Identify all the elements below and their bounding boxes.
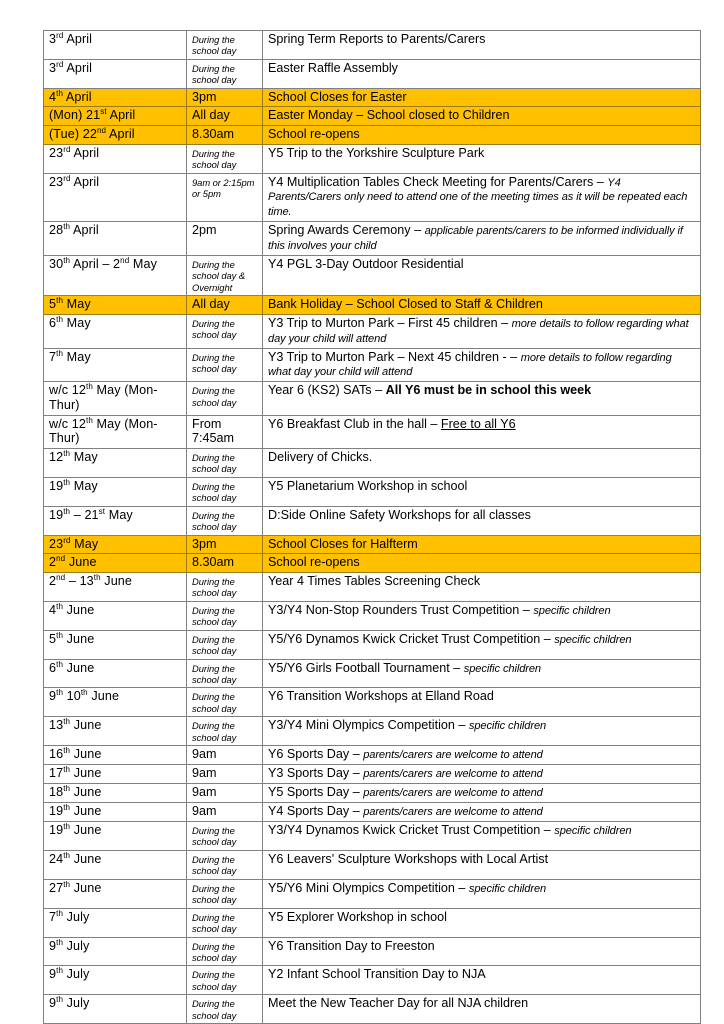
table-row	[44, 802, 701, 821]
date-number: 2	[49, 555, 57, 570]
event-note-italic: specific children	[468, 882, 547, 895]
table-row	[44, 746, 701, 765]
date-ordinal-suffix: th	[63, 255, 71, 265]
date-ordinal-suffix-2: th	[93, 572, 101, 582]
cell-date	[44, 59, 187, 88]
date-month: June	[70, 851, 102, 866]
cell-time: 3pm	[187, 88, 263, 107]
date-number: 19	[49, 803, 64, 818]
cell-event	[263, 222, 701, 256]
date-ordinal-suffix: th	[63, 448, 71, 458]
cell-event: Y6 Transition Day to Freeston	[263, 937, 701, 966]
table-row	[44, 348, 701, 382]
date-month: June	[63, 631, 95, 646]
cell-date	[44, 688, 187, 717]
cell-time: During the school day	[187, 821, 263, 850]
cell-event	[263, 821, 701, 850]
date-month: June	[70, 822, 102, 837]
table-row	[44, 784, 701, 803]
event-text: Y3 Trip to Murton Park – First 45 children –	[268, 315, 512, 330]
cell-date	[44, 173, 187, 222]
date-ordinal-suffix: th	[63, 746, 71, 756]
date-month: May	[70, 536, 99, 551]
date-ordinal-suffix: th	[63, 802, 71, 812]
cell-event	[263, 382, 701, 415]
date-ordinal-suffix: th	[63, 717, 71, 727]
table-row	[44, 59, 701, 88]
cell-date	[44, 784, 187, 803]
date-ordinal-suffix: th	[63, 850, 71, 860]
event-note-italic: specific children	[554, 633, 632, 646]
date-number: 9	[49, 967, 57, 982]
cell-date	[44, 88, 187, 107]
cell-time: During the school day	[187, 314, 263, 348]
date-ordinal-suffix: rd	[63, 173, 71, 183]
event-text: Y5/Y6 Mini Olympics Competition –	[268, 880, 469, 895]
date-month: – 13	[65, 573, 94, 588]
date-month: July	[63, 909, 90, 924]
cell-event	[263, 659, 701, 688]
date-number: 23	[49, 536, 64, 551]
cell-date	[44, 717, 187, 746]
date-month: June	[70, 880, 102, 895]
event-text: Y3 Sports Day –	[268, 766, 364, 781]
cell-date	[44, 802, 187, 821]
cell-time: 9am	[187, 765, 263, 784]
table-row	[44, 630, 701, 659]
date-ordinal-suffix: nd	[56, 553, 66, 563]
date-month-2: May	[129, 256, 158, 271]
table-row	[44, 937, 701, 966]
table-row	[44, 717, 701, 746]
cell-time: 9am	[187, 784, 263, 803]
cell-event: Y6 Leavers' Sculpture Workshops with Local Artist	[263, 850, 701, 879]
cell-date	[44, 31, 187, 60]
cell-date	[44, 107, 187, 126]
date-number: 6	[49, 315, 57, 330]
cell-time: During the school day	[187, 879, 263, 908]
event-text: Y6 Breakfast Club in the hall –	[268, 416, 441, 431]
cell-time: During the school day	[187, 506, 263, 535]
date-month: April	[63, 89, 92, 104]
cell-date	[44, 554, 187, 573]
cell-event: Bank Holiday – School Closed to Staff & Children	[263, 296, 701, 315]
cell-time: 8.30am	[187, 126, 263, 145]
date-month: May (Mon-Thur)	[49, 416, 158, 446]
cell-time: During the school day	[187, 995, 263, 1024]
cell-event: School Closes for Halfterm	[263, 535, 701, 554]
cell-time: All day	[187, 107, 263, 126]
date-number: 9	[49, 996, 57, 1011]
date-ordinal-suffix: th	[63, 506, 71, 516]
date-ordinal-suffix: nd	[96, 125, 107, 135]
table-row	[44, 314, 701, 348]
cell-time: During the school day	[187, 31, 263, 60]
cell-event	[263, 348, 701, 382]
event-note-italic: parents/carers are welcome to attend	[363, 749, 543, 762]
school-calendar-table	[43, 30, 701, 1024]
date-ordinal-suffix: th	[56, 908, 64, 918]
cell-date	[44, 382, 187, 415]
date-ordinal-suffix: th	[56, 601, 64, 611]
cell-time: During the school day	[187, 630, 263, 659]
date-ordinal-suffix: rd	[63, 144, 71, 154]
date-month: April	[63, 60, 93, 75]
date-month: June	[63, 660, 95, 675]
date-month: April	[70, 223, 99, 238]
event-note-bold: All Y6 must be in school this week	[385, 383, 592, 398]
date-ordinal-suffix: rd	[63, 535, 71, 545]
date-month: April	[70, 145, 100, 160]
event-note-italic: more details to follow regarding what day your child will attend	[268, 317, 689, 345]
cell-time: During the school day	[187, 572, 263, 601]
cell-time: 9am or 2:15pm or 5pm	[187, 173, 263, 222]
cell-date	[44, 746, 187, 765]
cell-event: Y5 Explorer Workshop in school	[263, 908, 701, 937]
event-text: Year 6 (KS2) SATs –	[268, 383, 386, 398]
date-ordinal-suffix: th	[56, 630, 64, 640]
event-note-italic: more details to follow regarding what day your child will attend	[268, 351, 672, 379]
date-number: 3	[49, 32, 57, 46]
cell-date	[44, 995, 187, 1024]
event-note-italic: specific children	[468, 720, 547, 733]
cell-date	[44, 477, 187, 506]
date-ordinal-suffix: th	[63, 821, 71, 831]
cell-date	[44, 506, 187, 535]
date-number: 24	[49, 851, 64, 866]
date-ordinal-suffix: rd	[56, 30, 64, 40]
cell-date	[44, 222, 187, 256]
date-number: 28	[49, 223, 64, 238]
table-row	[44, 255, 701, 295]
date-ordinal-suffix: th	[86, 382, 93, 392]
date-month: May	[63, 297, 91, 312]
date-month: April	[106, 108, 136, 123]
cell-time: 3pm	[187, 535, 263, 554]
cell-event: Y6 Transition Workshops at Elland Road	[263, 688, 701, 717]
date-ordinal-suffix: th	[56, 937, 64, 947]
cell-date	[44, 908, 187, 937]
cell-date	[44, 296, 187, 315]
date-number: 17	[49, 766, 64, 781]
event-text: Y3/Y4 Dynamos Kwick Cricket Trust Competition –	[268, 822, 555, 837]
cell-time: During the school day	[187, 348, 263, 382]
cell-event: Delivery of Chicks.	[263, 448, 701, 477]
table-row	[44, 415, 701, 448]
cell-event	[263, 879, 701, 908]
table-row	[44, 966, 701, 995]
cell-date	[44, 630, 187, 659]
cell-time: During the school day	[187, 59, 263, 88]
table-row	[44, 31, 701, 60]
date-month: July	[63, 967, 90, 982]
cell-event: Y5 Trip to the Yorkshire Sculpture Park	[263, 144, 701, 173]
date-month: April	[63, 32, 93, 46]
date-ordinal-suffix: th	[63, 477, 71, 487]
cell-event: Y5 Planetarium Workshop in school	[263, 477, 701, 506]
cell-event: School re-opens	[263, 554, 701, 573]
date-ordinal-suffix: th	[63, 765, 71, 774]
event-text: Spring Awards Ceremony –	[268, 223, 425, 238]
table-row	[44, 506, 701, 535]
cell-event: School re-opens	[263, 126, 701, 145]
event-note-italic: parents/carers are welcome to attend	[363, 768, 543, 781]
date-number: 7	[49, 909, 57, 924]
date-month: – 21	[70, 507, 99, 522]
table-row	[44, 222, 701, 256]
event-text: Y3/Y4 Non-Stop Rounders Trust Competition –	[268, 602, 534, 617]
cell-date	[44, 415, 187, 448]
cell-date	[44, 879, 187, 908]
cell-event: Easter Monday – School closed to Children	[263, 107, 701, 126]
event-note-italic: specific children	[463, 662, 542, 675]
cell-date	[44, 937, 187, 966]
date-month: May	[63, 315, 91, 330]
cell-event	[263, 173, 701, 222]
cell-time: All day	[187, 296, 263, 315]
cell-date	[44, 144, 187, 173]
date-number: 9	[49, 938, 57, 953]
date-number: 23	[49, 174, 64, 189]
cell-event	[263, 415, 701, 448]
date-number: 4	[49, 602, 57, 617]
date-month: 10	[63, 689, 81, 704]
cell-event	[263, 746, 701, 765]
event-note-italic: specific children	[554, 824, 632, 837]
table-row	[44, 908, 701, 937]
table-row	[44, 879, 701, 908]
cell-date	[44, 314, 187, 348]
cell-date	[44, 821, 187, 850]
date-ordinal-suffix: th	[56, 296, 64, 306]
cell-date	[44, 255, 187, 295]
date-number: (Mon) 21	[49, 108, 101, 123]
cell-time: During the school day	[187, 937, 263, 966]
cell-event: Spring Term Reports to Parents/Carers	[263, 31, 701, 60]
date-number: 23	[49, 145, 64, 160]
table-row	[44, 688, 701, 717]
date-month: June	[70, 803, 102, 818]
table-row	[44, 448, 701, 477]
table-row	[44, 382, 701, 415]
cell-date	[44, 448, 187, 477]
event-note-italic: applicable parents/carers to be informed individually if this involves your child	[268, 225, 683, 253]
date-number: 19	[49, 478, 64, 493]
table-row	[44, 107, 701, 126]
cell-time: From 7:45am	[187, 415, 263, 448]
date-ordinal-suffix: th	[56, 966, 64, 976]
date-ordinal-suffix: th	[56, 688, 64, 698]
date-number: 19	[49, 507, 64, 522]
date-month: June	[70, 766, 102, 781]
table-row	[44, 601, 701, 630]
date-ordinal-suffix: th	[63, 879, 71, 889]
date-month: June	[70, 785, 102, 800]
table-row	[44, 88, 701, 107]
date-month-2: June	[100, 573, 133, 588]
table-row	[44, 173, 701, 222]
table-row	[44, 126, 701, 145]
event-note-italic: parents/carers are welcome to attend	[363, 805, 543, 818]
date-ordinal-suffix: th	[56, 88, 64, 98]
date-ordinal-suffix-2: st	[98, 506, 106, 516]
cell-time: During the school day	[187, 659, 263, 688]
event-note-italic: Y4 Parents/Carers only need to attend one of the meeting times as it will be repeated each time.	[268, 176, 688, 219]
event-text: Y3/Y4 Mini Olympics Competition –	[268, 718, 469, 733]
event-text: Y3 Trip to Murton Park – Next 45 children - –	[268, 349, 521, 364]
event-text: Y4 Sports Day –	[268, 803, 364, 818]
date-number: 5	[49, 297, 57, 312]
event-text: Y5/Y6 Dynamos Kwick Cricket Trust Competition –	[268, 631, 555, 646]
cell-event: Year 4 Times Tables Screening Check	[263, 572, 701, 601]
date-number: 9	[49, 689, 57, 704]
cell-date	[44, 572, 187, 601]
date-number: 18	[49, 785, 64, 800]
date-month: July	[63, 996, 90, 1011]
cell-time: 9am	[187, 746, 263, 765]
date-number: 6	[49, 660, 57, 675]
date-month-2: June	[87, 689, 120, 704]
date-ordinal-suffix: th	[63, 783, 71, 793]
date-number: 4	[49, 89, 57, 104]
date-ordinal-suffix: st	[100, 107, 107, 117]
date-number: 13	[49, 718, 64, 733]
cell-event	[263, 314, 701, 348]
event-text: Y6 Sports Day –	[268, 747, 364, 762]
date-ordinal-suffix: th	[56, 995, 64, 1005]
date-month: May	[63, 349, 91, 364]
cell-time: 8.30am	[187, 554, 263, 573]
cell-time: During the school day	[187, 850, 263, 879]
cell-date	[44, 126, 187, 145]
cell-event	[263, 765, 701, 784]
cell-time: During the school day & Overnight	[187, 255, 263, 295]
cell-event	[263, 630, 701, 659]
table-row	[44, 535, 701, 554]
date-number: w/c 12	[49, 416, 86, 431]
cell-time: 9am	[187, 802, 263, 821]
cell-event	[263, 802, 701, 821]
cell-event	[263, 601, 701, 630]
cell-time: During the school day	[187, 477, 263, 506]
table-row	[44, 477, 701, 506]
cell-date	[44, 535, 187, 554]
cell-date	[44, 601, 187, 630]
date-number: 3	[49, 60, 57, 75]
date-month: May (Mon-Thur)	[49, 383, 158, 412]
date-ordinal-suffix: th	[86, 415, 93, 425]
date-ordinal-suffix: th	[56, 659, 64, 669]
cell-date	[44, 966, 187, 995]
cell-date	[44, 659, 187, 688]
cell-event	[263, 717, 701, 746]
cell-event: Y4 PGL 3-Day Outdoor Residential	[263, 255, 701, 295]
event-text: Y4 Multiplication Tables Check Meeting for Parents/Carers –	[268, 174, 608, 189]
date-ordinal-suffix: th	[56, 348, 64, 358]
date-ordinal-suffix: th	[63, 221, 71, 231]
cell-time: During the school day	[187, 908, 263, 937]
cell-event: D:Side Online Safety Workshops for all classes	[263, 506, 701, 535]
date-number: 5	[49, 631, 57, 646]
date-ordinal-suffix: nd	[56, 572, 66, 582]
cell-time: During the school day	[187, 144, 263, 173]
date-month: April	[106, 127, 135, 142]
cell-time: During the school day	[187, 717, 263, 746]
cell-time: 2pm	[187, 222, 263, 256]
date-number: 27	[49, 880, 64, 895]
date-ordinal-suffix: th	[56, 314, 64, 324]
date-ordinal-suffix-2: nd	[120, 255, 130, 265]
cell-date	[44, 765, 187, 784]
date-month: May	[70, 478, 98, 493]
date-number: 2	[49, 573, 57, 588]
date-number: 7	[49, 349, 57, 364]
table-row	[44, 995, 701, 1024]
date-number: (Tue) 22	[49, 127, 97, 142]
date-number: 19	[49, 822, 64, 837]
cell-event	[263, 784, 701, 803]
cell-date	[44, 850, 187, 879]
cell-time: During the school day	[187, 601, 263, 630]
table-row	[44, 659, 701, 688]
table-row	[44, 572, 701, 601]
cell-date	[44, 348, 187, 382]
table-row	[44, 296, 701, 315]
date-month: May	[70, 449, 98, 464]
date-month: June	[70, 747, 102, 762]
cell-time: During the school day	[187, 448, 263, 477]
cell-event: Meet the New Teacher Day for all NJA children	[263, 995, 701, 1024]
date-number: 16	[49, 747, 64, 762]
date-ordinal-suffix-2: th	[80, 688, 88, 698]
table-row	[44, 765, 701, 784]
event-note-underline: Free to all Y6	[440, 416, 516, 431]
table-row	[44, 850, 701, 879]
calendar-rows	[44, 31, 701, 1024]
date-month: July	[63, 938, 90, 953]
table-row	[44, 554, 701, 573]
table-row	[44, 821, 701, 850]
date-month: April – 2	[70, 256, 121, 271]
date-month: June	[65, 555, 97, 570]
date-month-2: May	[105, 507, 133, 522]
event-note-italic: parents/carers are welcome to attend	[363, 787, 543, 800]
event-text: Y5 Sports Day –	[268, 785, 364, 800]
event-text: Y5/Y6 Girls Football Tournament –	[268, 660, 464, 675]
date-month: June	[63, 602, 95, 617]
date-month: April	[70, 174, 100, 189]
cell-time: During the school day	[187, 966, 263, 995]
date-number: 12	[49, 449, 64, 464]
date-number: 30	[49, 256, 64, 271]
cell-event: School Closes for Easter	[263, 88, 701, 107]
table-row	[44, 144, 701, 173]
event-note-italic: specific children	[533, 604, 611, 617]
cell-event: Easter Raffle Assembly	[263, 59, 701, 88]
date-month: June	[70, 718, 102, 733]
date-ordinal-suffix: rd	[56, 59, 64, 69]
cell-time: During the school day	[187, 382, 263, 415]
cell-time: During the school day	[187, 688, 263, 717]
cell-event: Y2 Infant School Transition Day to NJA	[263, 966, 701, 995]
date-number: w/c 12	[49, 383, 86, 398]
